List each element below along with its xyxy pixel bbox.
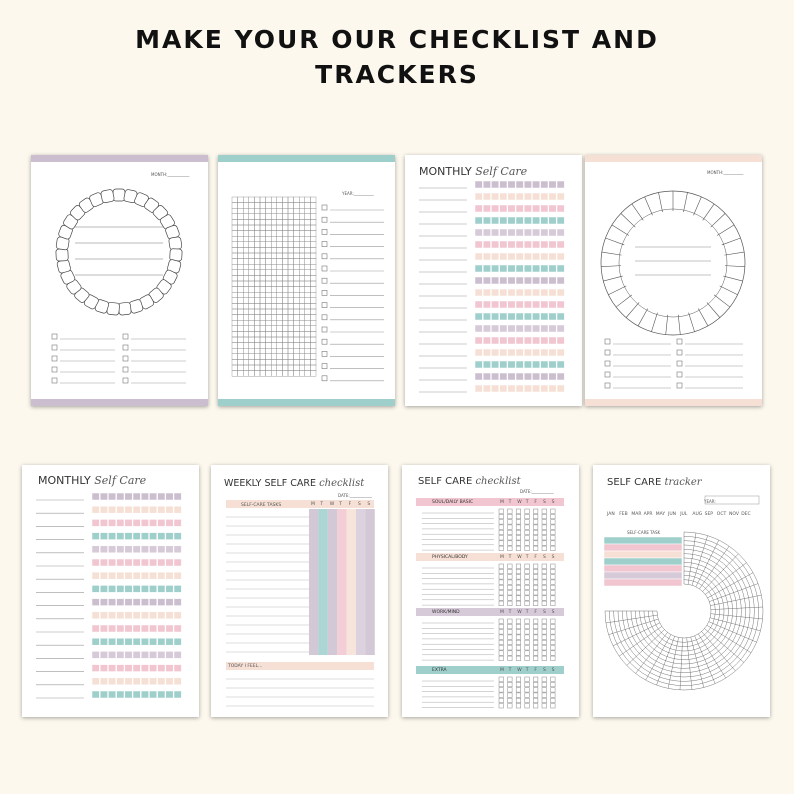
day-header: S [543, 555, 546, 560]
day-header: W [517, 668, 522, 673]
day-header: T [525, 610, 529, 615]
day-header: S [551, 500, 555, 505]
monthly-rows-graphic [22, 465, 199, 717]
day-header: T [508, 555, 512, 560]
day-header: F [348, 502, 352, 507]
section-header: PHYSICAL/BODY [432, 555, 468, 560]
section-header: WORK/MIND [432, 610, 460, 615]
section-header: SOUL/DAILY BASIC [432, 500, 474, 505]
card-title: WEEKLY SELF CARE checklist [224, 478, 365, 489]
month-label: MONTH:___________ [151, 172, 190, 177]
day-header: W [517, 555, 522, 560]
day-header: S [543, 610, 546, 615]
month-label: OCT [716, 512, 727, 517]
month-label: DEC [741, 512, 751, 517]
month-label: SEP [704, 512, 714, 517]
day-header: M [500, 668, 504, 673]
monthly-rows-graphic [405, 155, 582, 406]
card-monthly-self-care-2[interactable] [22, 465, 199, 717]
card-weekly-checklist[interactable] [211, 465, 388, 717]
card-title: SELF CARE checklist [418, 476, 521, 487]
month-label: JUN [668, 512, 676, 517]
day-header: T [525, 555, 529, 560]
card-title: MONTHLY Self Care [38, 474, 147, 487]
headline-line-2: TRACKERS [315, 60, 479, 89]
date-label: DATE:___________ [520, 489, 554, 494]
habit-grid-graphic [218, 155, 395, 406]
month-label: MAY [655, 512, 666, 517]
day-header: S [543, 500, 546, 505]
task-header: SELF-CARE TASK [627, 530, 661, 535]
card-self-care-checklist[interactable] [402, 465, 579, 717]
day-header: W [329, 502, 335, 507]
month-label: MONTH:__________ [707, 170, 744, 175]
day-header: F [534, 610, 537, 615]
card-circle-tracker-peach[interactable] [585, 155, 762, 406]
today-feel-label: TODAY I FEEL... [228, 664, 263, 669]
day-header: F [534, 500, 537, 505]
day-header: F [534, 668, 537, 673]
day-header: M [500, 555, 504, 560]
card-title: SELF CARE tracker [607, 477, 702, 488]
day-header: S [543, 668, 546, 673]
weekly-table-graphic [211, 465, 388, 717]
day-header: T [508, 610, 512, 615]
day-header: M [311, 502, 315, 507]
day-header: S [551, 555, 555, 560]
day-header: S [367, 502, 371, 507]
date-label: DATE:___________ [338, 493, 372, 498]
day-header: T [508, 668, 512, 673]
day-header: S [551, 610, 555, 615]
radial-tracker-graphic [585, 155, 762, 406]
card-title: MONTHLY Self Care [419, 165, 528, 178]
headline-line-1: MAKE YOUR OUR CHECKLIST AND [135, 25, 659, 54]
day-header: S [358, 502, 361, 507]
day-header: W [517, 500, 522, 505]
day-header: T [320, 502, 324, 507]
month-label: FEB [619, 512, 628, 517]
year-label: YEAR: [704, 499, 716, 504]
month-label: AUG [692, 512, 703, 517]
day-header: M [500, 500, 504, 505]
day-header: T [508, 500, 512, 505]
section-header: EXTRA [432, 668, 447, 673]
card-self-care-tracker[interactable] [593, 465, 770, 717]
day-header: T [339, 502, 342, 507]
month-label: JUL [680, 512, 688, 517]
day-header: T [525, 500, 529, 505]
month-label: JAN [607, 512, 615, 517]
month-label: NOV [729, 512, 739, 517]
year-tracker-graphic [593, 465, 770, 717]
month-label: MAR [631, 512, 642, 517]
card-grid-tracker-teal[interactable] [218, 155, 395, 406]
circle-tracker-graphic [31, 155, 208, 406]
day-header: S [551, 668, 555, 673]
day-header: W [517, 610, 522, 615]
day-header: F [534, 555, 537, 560]
card-circle-tracker-purple[interactable] [31, 155, 208, 406]
month-label: APR [643, 512, 653, 517]
day-header: M [500, 610, 504, 615]
year-label: YEAR:__________ [342, 191, 374, 196]
day-header: T [525, 668, 529, 673]
tasks-header: SELF-CARE TASKS [241, 503, 282, 508]
card-monthly-self-care-1[interactable] [405, 155, 582, 406]
